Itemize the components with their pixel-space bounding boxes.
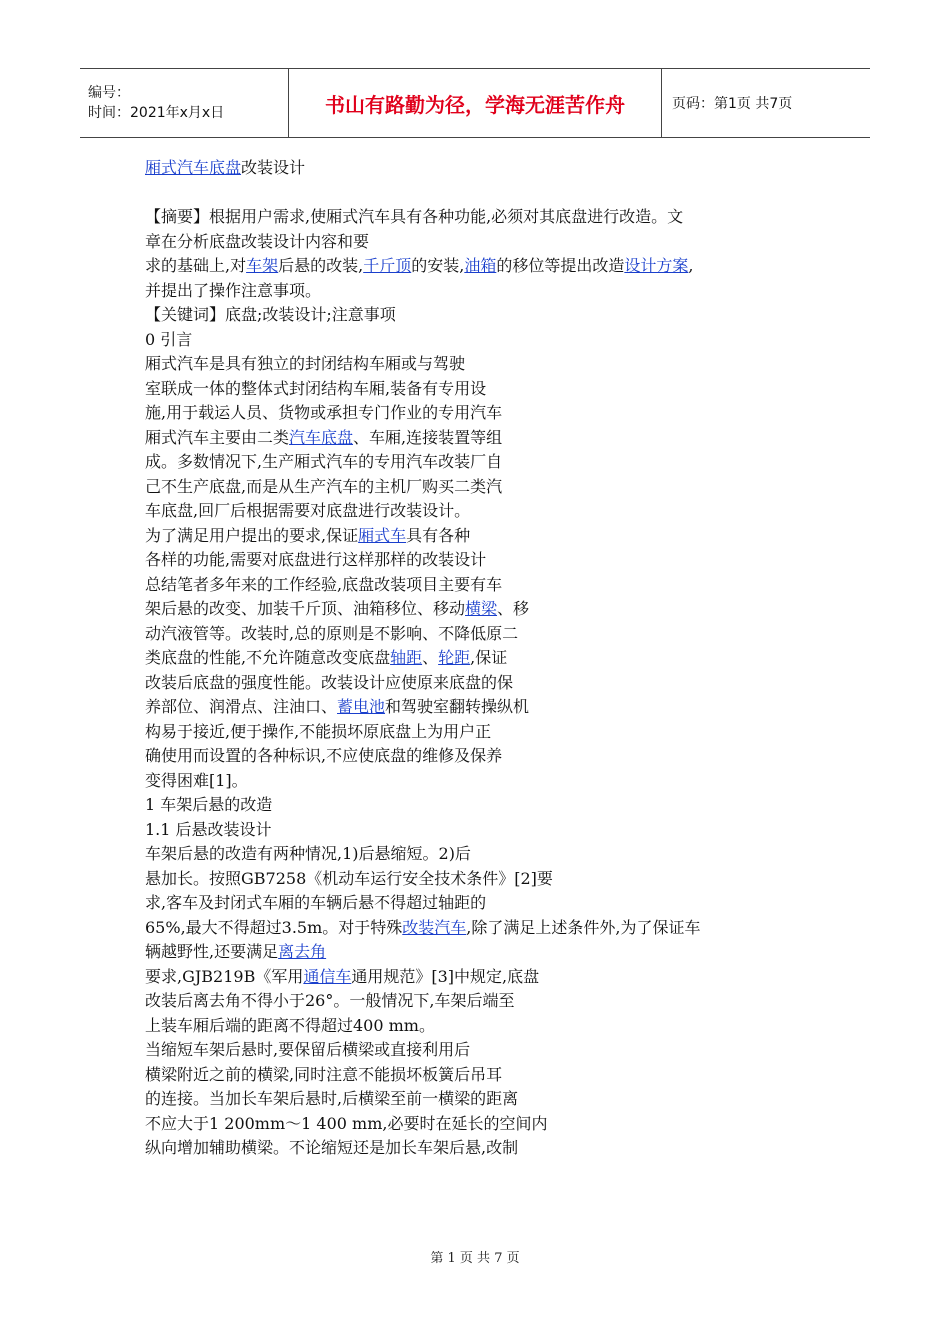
section-heading: 1 车架后悬的改造: [145, 795, 273, 814]
link-wheelbase[interactable]: 轴距: [390, 648, 423, 667]
link-van[interactable]: 厢式车: [358, 525, 407, 545]
page-number: 页码：第1页 共7页: [672, 96, 793, 112]
paragraph-line: 构易于接近,便于操作,不能损坏原底盘上为用户正: [145, 721, 492, 741]
subsection-heading: 1.1 后悬改装设计: [145, 819, 272, 839]
paragraph-line: 己不生产底盘,而是从生产汽车的主机厂购买二类汽: [145, 476, 503, 496]
section-heading: 0 引言: [145, 329, 193, 349]
abstract-line: 并提出了操作注意事项。: [145, 280, 322, 300]
paragraph-line: 确使用而设置的各种标识,不应使底盘的维修及保养: [145, 746, 503, 765]
paragraph-line: 上装车厢后端的距离不得超过400 mm。: [145, 1015, 435, 1035]
paragraph-line: 总结笔者多年来的工作经验,底盘改装项目主要有车: [145, 574, 503, 594]
paragraph-line: 动汽液管等。改装时,总的原则是不影响、不降低原二: [145, 623, 519, 643]
paragraph-line: 为了满足用户提出的要求,保证厢式车具有各种: [145, 525, 471, 545]
paragraph-line: 厢式汽车主要由二类汽车底盘、车厢,连接装置等组: [145, 427, 503, 447]
paragraph-line: 车底盘,回厂后根据需要对底盘进行改装设计。: [145, 501, 471, 520]
link-frame[interactable]: 车架: [246, 256, 279, 275]
document-title: 厢式汽车底盘改装设计: [145, 158, 306, 177]
paragraph-line: 不应大于1 200mm～1 400 mm,必要时在延长的空间内: [145, 1113, 548, 1133]
paragraph-line: 求,客车及封闭式车厢的车辆后悬不得超过轴距的: [145, 893, 487, 912]
paragraph-line: 纵向增加辅助横梁。不论缩短还是加长车架后悬,改制: [145, 1138, 519, 1157]
link-fuel-tank[interactable]: 油箱: [464, 256, 497, 275]
header-meta: [80, 69, 288, 137]
paragraph-line: 的连接。当加长车架后悬时,后横梁至前一横梁的距离: [145, 1089, 519, 1108]
paragraph-line: 65%,最大不得超过3.5m。对于特殊改装汽车,除了满足上述条件外,为了保证车: [145, 917, 701, 937]
page-footer: 第 1 页 共 7 页: [430, 1251, 520, 1266]
paragraph-line: 养部位、润滑点、注油口、蓄电池和驾驶室翻转操纵机: [145, 697, 530, 716]
paragraph-line: 车架后悬的改造有两种情况,1)后悬缩短。2)后: [145, 844, 471, 863]
header-page-info: [662, 69, 870, 137]
motto-text: 书山有路勤为径，学海无涯苦作舟: [325, 92, 625, 117]
abstract-line: 【摘要】根据用户需求,使厢式汽车具有各种功能,必须对其底盘进行改造。文: [145, 207, 684, 226]
paragraph-line: 悬加长。按照GB7258《机动车运行安全技术条件》[2]要: [145, 868, 553, 888]
link-design-plan[interactable]: 设计方案: [624, 256, 689, 275]
link-modified-vehicle[interactable]: 改装汽车: [402, 917, 467, 937]
serial-number: 编号：: [88, 85, 130, 101]
paragraph-line: 改装后离去角不得小于26°。一般情况下,车架后端至: [145, 991, 515, 1010]
link-crossbeam[interactable]: 横梁: [465, 599, 498, 618]
paragraph-line: 架后悬的改变、加装千斤顶、油箱移位、移动横梁、移: [145, 599, 530, 618]
paragraph-line: 室联成一体的整体式封闭结构车厢,装备有专用设: [145, 378, 487, 398]
paragraph-line: 变得困难[1]。: [145, 770, 248, 790]
paragraph-line: 厢式汽车是具有独立的封闭结构车厢或与驾驶: [145, 354, 466, 373]
document-body: [145, 156, 845, 1161]
link-track[interactable]: 轮距: [438, 648, 471, 667]
paragraph-line: 改装后底盘的强度性能。改装设计应使原来底盘的保: [145, 672, 514, 692]
header-motto: [288, 69, 662, 137]
paragraph-line: 横梁附近之前的横梁,同时注意不能损坏板簧后吊耳: [145, 1064, 503, 1084]
link-battery[interactable]: 蓄电池: [337, 697, 386, 716]
link-departure-angle[interactable]: 离去角: [278, 942, 327, 961]
abstract-line: 求的基础上,对车架后悬的改装,千斤顶的安装,油箱的移位等提出改造设计方案,: [145, 256, 694, 275]
paragraph-line: 当缩短车架后悬时,要保留后横梁或直接利用后: [145, 1040, 471, 1059]
paragraph-line: 成。多数情况下,生产厢式汽车的专用汽车改装厂自: [145, 452, 503, 471]
title-link[interactable]: 厢式汽车底盘: [145, 158, 242, 177]
link-jack[interactable]: 千斤顶: [363, 256, 412, 275]
abstract-line: 章在分析底盘改装设计内容和要: [145, 231, 370, 251]
paragraph-line: 类底盘的性能,不允许随意改变底盘轴距、轮距,保证: [145, 648, 508, 667]
paragraph-line: 各样的功能,需要对底盘进行这样那样的改装设计: [145, 550, 487, 569]
page-header: [80, 68, 870, 138]
header-date: 时间：2021年x月x日: [88, 105, 225, 121]
paragraph-line: 施,用于载运人员、货物或承担专门作业的专用汽车: [145, 403, 503, 422]
keywords: 【关键词】底盘;改装设计;注意事项: [145, 305, 396, 324]
paragraph-line: 要求,GJB219B《军用通信车通用规范》[3]中规定,底盘: [145, 966, 540, 986]
link-auto-chassis[interactable]: 汽车底盘: [289, 427, 354, 447]
paragraph-line: 辆越野性,还要满足离去角: [145, 942, 327, 961]
link-comm-vehicle[interactable]: 通信车: [303, 966, 352, 986]
